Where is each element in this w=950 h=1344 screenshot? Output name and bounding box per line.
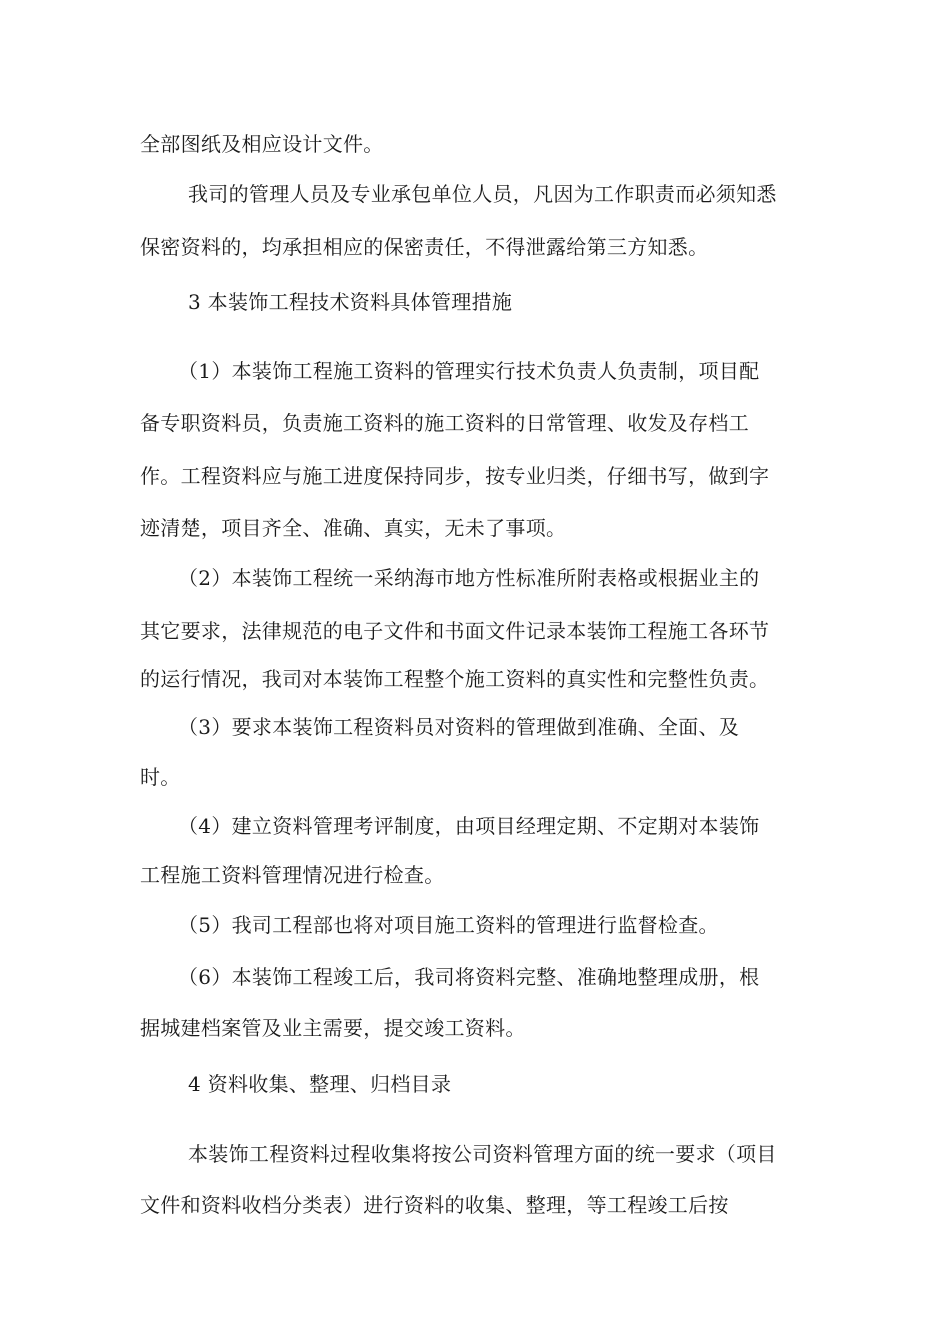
text-line: 的运行情况，我司对本装饰工程整个施工资料的真实性和完整性负责。: [140, 667, 770, 691]
text-line: 备专职资料员，负责施工资料的施工资料的日常管理、收发及存档工: [140, 411, 749, 435]
text-line: （6）本装饰工程竣工后，我司将资料完整、准确地整理成册，根: [178, 965, 760, 989]
text-line: 本装饰工程资料过程收集将按公司资料管理方面的统一要求（项目: [188, 1142, 777, 1166]
section-heading: 3 本装饰工程技术资料具体管理措施: [188, 290, 513, 314]
text-line: （5）我司工程部也将对项目施工资料的管理进行监督检查。: [178, 913, 719, 937]
section-heading: 4 资料收集、整理、归档目录: [188, 1072, 452, 1096]
text-line: 时。: [140, 765, 181, 789]
text-line: 其它要求，法律规范的电子文件和书面文件记录本装饰工程施工各环节: [140, 619, 770, 643]
text-line: 我司的管理人员及专业承包单位人员，凡因为工作职责而必须知悉: [188, 182, 777, 206]
text-line: 全部图纸及相应设计文件。: [140, 132, 384, 156]
text-line: （2）本装饰工程统一采纳海市地方性标准所附表格或根据业主的: [178, 566, 760, 590]
text-line: 迹清楚，项目齐全、准确、真实，无未了事项。: [140, 516, 567, 540]
text-line: （3）要求本装饰工程资料员对资料的管理做到准确、全面、及: [178, 715, 740, 739]
text-line: 据城建档案管及业主需要，提交竣工资料。: [140, 1016, 526, 1040]
text-line: 工程施工资料管理情况进行检查。: [140, 863, 445, 887]
text-line: （4）建立资料管理考评制度，由项目经理定期、不定期对本装饰: [178, 814, 760, 838]
text-line: 保密资料的，均承担相应的保密责任，不得泄露给第三方知悉。: [140, 235, 709, 259]
text-line: （1）本装饰工程施工资料的管理实行技术负责人负责制，项目配: [178, 359, 760, 383]
text-line: 文件和资料收档分类表）进行资料的收集、整理，等工程竣工后按: [140, 1193, 729, 1217]
text-line: 作。工程资料应与施工进度保持同步，按专业归类，仔细书写，做到字: [140, 464, 770, 488]
